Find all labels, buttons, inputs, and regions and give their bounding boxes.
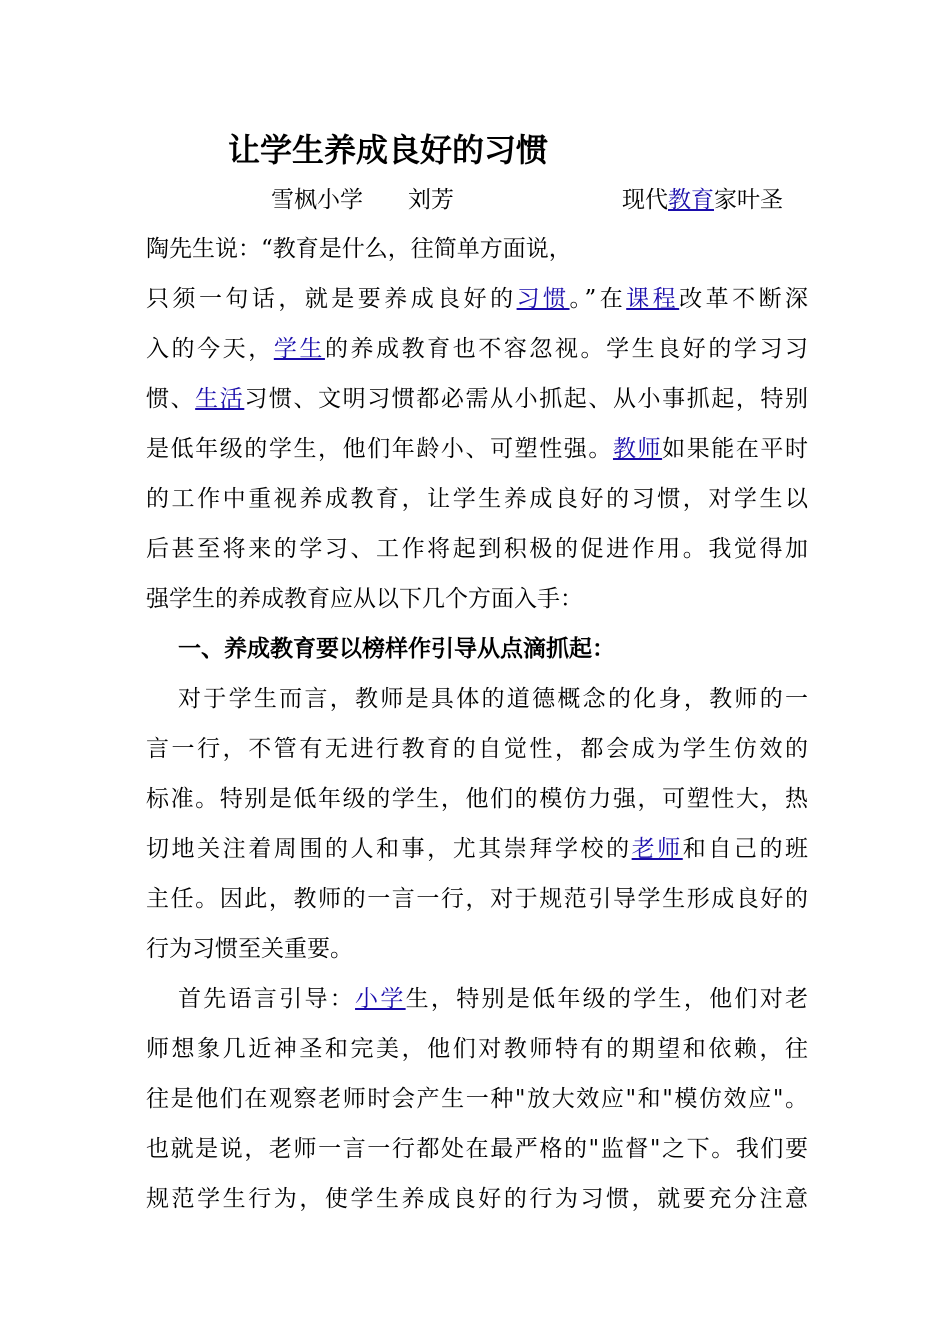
paragraph-line: 陶先生说：“教育是什么，往简单方面说， [146, 236, 572, 262]
paragraph-line [146, 433, 808, 465]
text-segment: 和自己的班 [682, 836, 809, 862]
text-segment: 切地关注着周围的人和事，尤其崇拜学校的 [146, 836, 632, 862]
text-segment: 如果能在平时 [662, 436, 809, 462]
text-segment: 惯、 [146, 386, 196, 412]
text-segment: 首先语言引导： [178, 986, 356, 1012]
paragraph-line: 规范学生行为，使学生养成良好的行为习惯，就要充分注意 [146, 1186, 808, 1212]
link-laoshi[interactable]: 老师 [631, 836, 683, 862]
link-kecheng[interactable]: 课程 [626, 286, 680, 312]
text-segment: 现代 [622, 187, 668, 213]
paragraph-line: 对于学生而言，教师是具体的道德概念的化身，教师的一 [178, 686, 808, 712]
paragraph-line: 标准。特别是低年级的学生，他们的模仿力强，可塑性大，热 [146, 786, 808, 812]
paragraph-line [178, 983, 808, 1015]
text-segment: 是低年级的学生，他们年龄小、可塑性强。 [146, 436, 613, 462]
section-heading: 一、养成教育要以榜样作引导从点滴抓起： [178, 635, 615, 662]
paragraph-line: 的工作中重视养成教育，让学生养成良好的习惯，对学生以 [146, 486, 808, 512]
byline-quote-lead [622, 184, 783, 216]
paragraph-line: 主任。因此，教师的一言一行，对于规范引导学生形成良好的 [146, 886, 808, 912]
document-title: 让学生养成良好的习惯 [228, 131, 549, 169]
paragraph-line: 行为习惯至关重要。 [146, 936, 353, 962]
text-segment: 只须一句话，就是要养成良好的 [146, 286, 517, 312]
paragraph-line [146, 333, 808, 365]
text-segment: 家叶圣 [714, 187, 783, 213]
paragraph-line: 师想象几近神圣和完美，他们对教师特有的期望和依赖，往 [146, 1036, 808, 1062]
text-segment: 入的今天， [146, 336, 274, 362]
link-xuesheng[interactable]: 学生 [273, 336, 325, 362]
paragraph-line [146, 833, 808, 865]
text-segment: 。”在 [569, 286, 627, 312]
text-segment: 改革不断深 [679, 286, 809, 312]
paragraph-line [146, 383, 808, 415]
paragraph-line: 言一行，不管有无进行教育的自觉性，都会成为学生仿效的 [146, 736, 808, 762]
link-jiaoyu[interactable]: 教育 [668, 187, 714, 213]
paragraph-line [146, 283, 808, 315]
link-xiguan[interactable]: 习惯 [516, 286, 570, 312]
text-segment: 生，特别是低年级的学生，他们对老 [405, 986, 809, 1012]
text-segment: 习惯、文明习惯都必需从小抓起、从小事抓起，特别 [244, 386, 809, 412]
byline-school: 雪枫小学 [271, 187, 363, 213]
link-xiaoxue[interactable]: 小学 [355, 986, 406, 1012]
paragraph-line: 强学生的养成教育应从以下几个方面入手： [146, 586, 583, 612]
text-segment: 的养成教育也不容忽视。学生良好的学习习 [324, 336, 809, 362]
link-jiaoshi[interactable]: 教师 [612, 436, 663, 462]
link-shenghuo[interactable]: 生活 [195, 386, 245, 412]
paragraph-line: 往是他们在观察老师时会产生一种"放大效应"和"模仿效应"。 [146, 1086, 808, 1112]
paragraph-line: 后甚至将来的学习、工作将起到积极的促进作用。我觉得加 [146, 536, 808, 562]
paragraph-line: 也就是说，老师一言一行都处在最严格的"监督"之下。我们要 [146, 1136, 808, 1162]
byline-author: 刘芳 [408, 187, 454, 213]
